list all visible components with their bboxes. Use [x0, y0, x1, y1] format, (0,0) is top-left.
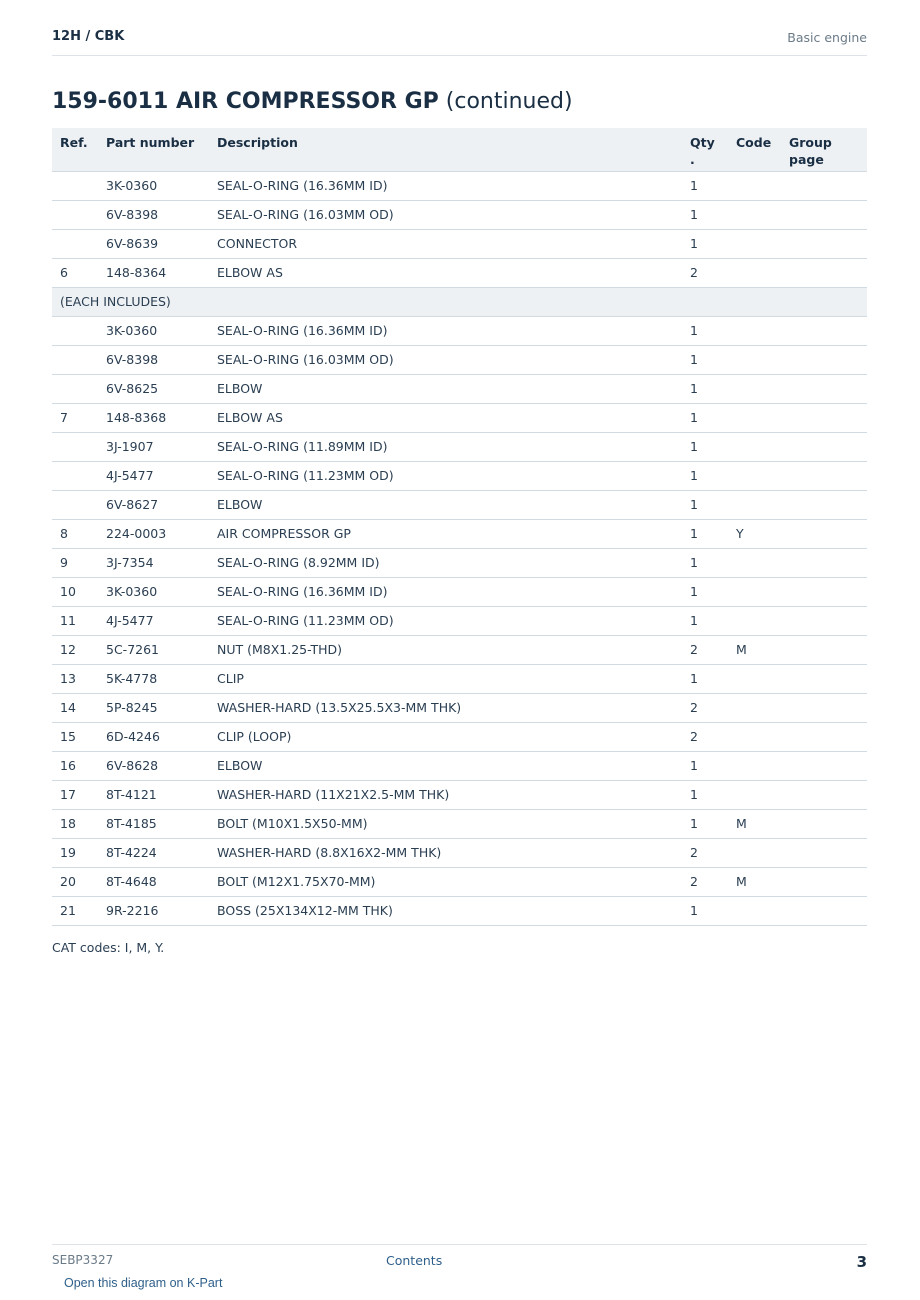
- description-cell: BOLT (M10X1.5X50-MM): [209, 809, 682, 838]
- page-title: [52, 89, 573, 114]
- code-cell: [728, 896, 781, 925]
- code-cell: [728, 664, 781, 693]
- code-cell: [728, 780, 781, 809]
- qty-cell: 1: [682, 809, 728, 838]
- ref-cell: [52, 432, 98, 461]
- description-cell: SEAL-O-RING (16.36MM ID): [209, 171, 682, 200]
- description-cell: SEAL-O-RING (11.89MM ID): [209, 432, 682, 461]
- group-page-cell: [781, 577, 867, 606]
- description-cell: CLIP: [209, 664, 682, 693]
- description-cell: SEAL-O-RING (16.36MM ID): [209, 316, 682, 345]
- ref-cell: 16: [52, 751, 98, 780]
- table-row: [52, 171, 867, 200]
- group-page-cell: [781, 374, 867, 403]
- qty-cell: 2: [682, 722, 728, 751]
- qty-cell: 1: [682, 751, 728, 780]
- table-row: [52, 635, 867, 664]
- ref-cell: 18: [52, 809, 98, 838]
- ref-cell: [52, 490, 98, 519]
- qty-cell: 1: [682, 316, 728, 345]
- qty-cell: 1: [682, 606, 728, 635]
- description-cell: AIR COMPRESSOR GP: [209, 519, 682, 548]
- description-cell: CLIP (LOOP): [209, 722, 682, 751]
- group-page-cell: [781, 722, 867, 751]
- group-page-cell: [781, 751, 867, 780]
- group-page-cell: [781, 867, 867, 896]
- group-page-cell: [781, 316, 867, 345]
- col-header-ref: Ref.: [52, 128, 98, 171]
- group-page-cell: [781, 896, 867, 925]
- description-cell: SEAL-O-RING (16.03MM OD): [209, 345, 682, 374]
- ref-cell: [52, 200, 98, 229]
- code-cell: [728, 577, 781, 606]
- qty-cell: 1: [682, 577, 728, 606]
- ref-cell: 21: [52, 896, 98, 925]
- contents-link[interactable]: Contents: [386, 1253, 443, 1268]
- description-cell: WASHER-HARD (13.5X25.5X3-MM THK): [209, 693, 682, 722]
- table-row: [52, 577, 867, 606]
- part-number-cell: 3K-0360: [98, 316, 209, 345]
- ref-cell: 11: [52, 606, 98, 635]
- col-header-group-page: Group page: [781, 128, 867, 171]
- section-name: Basic engine: [787, 30, 867, 45]
- col-header-part-number: Part number: [98, 128, 209, 171]
- ref-cell: [52, 461, 98, 490]
- qty-cell: 2: [682, 838, 728, 867]
- table-row: [52, 461, 867, 490]
- ref-cell: 9: [52, 548, 98, 577]
- description-cell: NUT (M8X1.25-THD): [209, 635, 682, 664]
- table-row: [52, 258, 867, 287]
- ref-cell: 19: [52, 838, 98, 867]
- qty-cell: 2: [682, 258, 728, 287]
- qty-cell: 1: [682, 490, 728, 519]
- part-number-cell: 4J-5477: [98, 606, 209, 635]
- table-row: [52, 200, 867, 229]
- table-row: [52, 809, 867, 838]
- code-cell: [728, 722, 781, 751]
- part-number-cell: 6D-4246: [98, 722, 209, 751]
- part-number-cell: 3K-0360: [98, 171, 209, 200]
- parts-table: [52, 128, 867, 926]
- code-cell: Y: [728, 519, 781, 548]
- ref-cell: 15: [52, 722, 98, 751]
- description-cell: SEAL-O-RING (16.36MM ID): [209, 577, 682, 606]
- table-row: [52, 490, 867, 519]
- document-id: SEBP3327: [52, 1253, 114, 1267]
- qty-cell: 2: [682, 867, 728, 896]
- code-cell: M: [728, 867, 781, 896]
- table-row: [52, 751, 867, 780]
- col-header-description: Description: [209, 128, 682, 171]
- qty-cell: 1: [682, 896, 728, 925]
- group-page-cell: [781, 200, 867, 229]
- description-cell: ELBOW: [209, 490, 682, 519]
- ref-cell: 7: [52, 403, 98, 432]
- qty-cell: 1: [682, 780, 728, 809]
- code-cell: [728, 693, 781, 722]
- code-cell: [728, 548, 781, 577]
- code-cell: [728, 374, 781, 403]
- description-cell: WASHER-HARD (11X21X2.5-MM THK): [209, 780, 682, 809]
- part-number-cell: 224-0003: [98, 519, 209, 548]
- part-number-cell: 8T-4648: [98, 867, 209, 896]
- table-row: [52, 519, 867, 548]
- ref-cell: 20: [52, 867, 98, 896]
- code-cell: [728, 171, 781, 200]
- part-number-cell: 6V-8628: [98, 751, 209, 780]
- description-cell: ELBOW: [209, 751, 682, 780]
- part-number-cell: 148-8368: [98, 403, 209, 432]
- table-note-row: [52, 287, 867, 316]
- code-cell: [728, 461, 781, 490]
- table-row: [52, 838, 867, 867]
- ref-cell: 13: [52, 664, 98, 693]
- part-number-cell: 9R-2216: [98, 896, 209, 925]
- part-number-cell: 5P-8245: [98, 693, 209, 722]
- description-cell: WASHER-HARD (8.8X16X2-MM THK): [209, 838, 682, 867]
- code-cell: [728, 606, 781, 635]
- table-row: [52, 867, 867, 896]
- page-footer: [52, 1244, 867, 1275]
- part-number-cell: 6V-8398: [98, 200, 209, 229]
- group-page-cell: [781, 519, 867, 548]
- qty-cell: 1: [682, 432, 728, 461]
- ref-cell: 6: [52, 258, 98, 287]
- table-row: [52, 432, 867, 461]
- code-cell: [728, 200, 781, 229]
- qty-cell: 1: [682, 200, 728, 229]
- part-number-cell: 6V-8625: [98, 374, 209, 403]
- part-number-cell: 148-8364: [98, 258, 209, 287]
- ref-cell: [52, 374, 98, 403]
- group-page-cell: [781, 635, 867, 664]
- table-row: [52, 374, 867, 403]
- qty-cell: 1: [682, 345, 728, 374]
- group-page-cell: [781, 432, 867, 461]
- group-page-cell: [781, 693, 867, 722]
- group-page-cell: [781, 171, 867, 200]
- group-page-cell: [781, 490, 867, 519]
- group-page-cell: [781, 403, 867, 432]
- description-cell: SEAL-O-RING (8.92MM ID): [209, 548, 682, 577]
- part-number-cell: 8T-4121: [98, 780, 209, 809]
- table-row: [52, 345, 867, 374]
- qty-cell: 1: [682, 403, 728, 432]
- group-page-cell: [781, 664, 867, 693]
- part-number-cell: 8T-4224: [98, 838, 209, 867]
- table-row: [52, 693, 867, 722]
- description-cell: CONNECTOR: [209, 229, 682, 258]
- table-row: [52, 403, 867, 432]
- code-cell: [728, 751, 781, 780]
- ref-cell: [52, 229, 98, 258]
- group-page-cell: [781, 606, 867, 635]
- qty-cell: 1: [682, 374, 728, 403]
- table-row: [52, 316, 867, 345]
- page-header: [52, 22, 867, 56]
- code-cell: M: [728, 809, 781, 838]
- group-page-cell: [781, 838, 867, 867]
- open-k-part-link[interactable]: Open this diagram on K-Part: [64, 1276, 223, 1290]
- ref-cell: 10: [52, 577, 98, 606]
- code-cell: [728, 490, 781, 519]
- group-page-cell: [781, 258, 867, 287]
- part-number-cell: 3J-1907: [98, 432, 209, 461]
- group-page-cell: [781, 345, 867, 374]
- part-number-cell: 4J-5477: [98, 461, 209, 490]
- group-page-cell: [781, 229, 867, 258]
- part-number-cell: 5C-7261: [98, 635, 209, 664]
- description-cell: BOSS (25X134X12-MM THK): [209, 896, 682, 925]
- qty-cell: 1: [682, 171, 728, 200]
- qty-cell: 1: [682, 519, 728, 548]
- ref-cell: 12: [52, 635, 98, 664]
- table-row: [52, 664, 867, 693]
- title-suffix: (continued): [445, 89, 573, 114]
- table-row: [52, 548, 867, 577]
- col-header-qty: Qty .: [682, 128, 728, 171]
- qty-cell: 2: [682, 693, 728, 722]
- code-cell: [728, 258, 781, 287]
- ref-cell: [52, 171, 98, 200]
- code-cell: M: [728, 635, 781, 664]
- part-number-cell: 8T-4185: [98, 809, 209, 838]
- description-cell: SEAL-O-RING (16.03MM OD): [209, 200, 682, 229]
- group-page-cell: [781, 461, 867, 490]
- ref-cell: [52, 345, 98, 374]
- code-cell: [728, 838, 781, 867]
- part-number-cell: 6V-8398: [98, 345, 209, 374]
- note-cell: (EACH INCLUDES): [52, 287, 867, 316]
- code-cell: [728, 432, 781, 461]
- table-row: [52, 780, 867, 809]
- title-main: 159-6011 AIR COMPRESSOR GP: [52, 89, 439, 114]
- ref-cell: [52, 316, 98, 345]
- table-header-row: [52, 128, 867, 171]
- code-cell: [728, 403, 781, 432]
- table-row: [52, 606, 867, 635]
- description-cell: ELBOW AS: [209, 403, 682, 432]
- ref-cell: 17: [52, 780, 98, 809]
- table-row: [52, 896, 867, 925]
- ref-cell: 14: [52, 693, 98, 722]
- group-page-cell: [781, 548, 867, 577]
- qty-cell: 2: [682, 635, 728, 664]
- description-cell: BOLT (M12X1.75X70-MM): [209, 867, 682, 896]
- qty-cell: 1: [682, 461, 728, 490]
- page-number: 3: [856, 1253, 867, 1271]
- description-cell: SEAL-O-RING (11.23MM OD): [209, 461, 682, 490]
- cat-codes-note: CAT codes: I, M, Y.: [52, 940, 165, 955]
- description-cell: ELBOW: [209, 374, 682, 403]
- qty-cell: 1: [682, 548, 728, 577]
- code-cell: [728, 316, 781, 345]
- table-row: [52, 229, 867, 258]
- description-cell: ELBOW AS: [209, 258, 682, 287]
- qty-cell: 1: [682, 664, 728, 693]
- part-number-cell: 3J-7354: [98, 548, 209, 577]
- part-number-cell: 6V-8639: [98, 229, 209, 258]
- part-number-cell: 3K-0360: [98, 577, 209, 606]
- part-number-cell: 6V-8627: [98, 490, 209, 519]
- group-page-cell: [781, 809, 867, 838]
- description-cell: SEAL-O-RING (11.23MM OD): [209, 606, 682, 635]
- group-page-cell: [781, 780, 867, 809]
- code-cell: [728, 345, 781, 374]
- code-cell: [728, 229, 781, 258]
- breadcrumb: 12H / CBK: [52, 29, 125, 44]
- table-row: [52, 722, 867, 751]
- qty-cell: 1: [682, 229, 728, 258]
- col-header-code: Code: [728, 128, 781, 171]
- ref-cell: 8: [52, 519, 98, 548]
- part-number-cell: 5K-4778: [98, 664, 209, 693]
